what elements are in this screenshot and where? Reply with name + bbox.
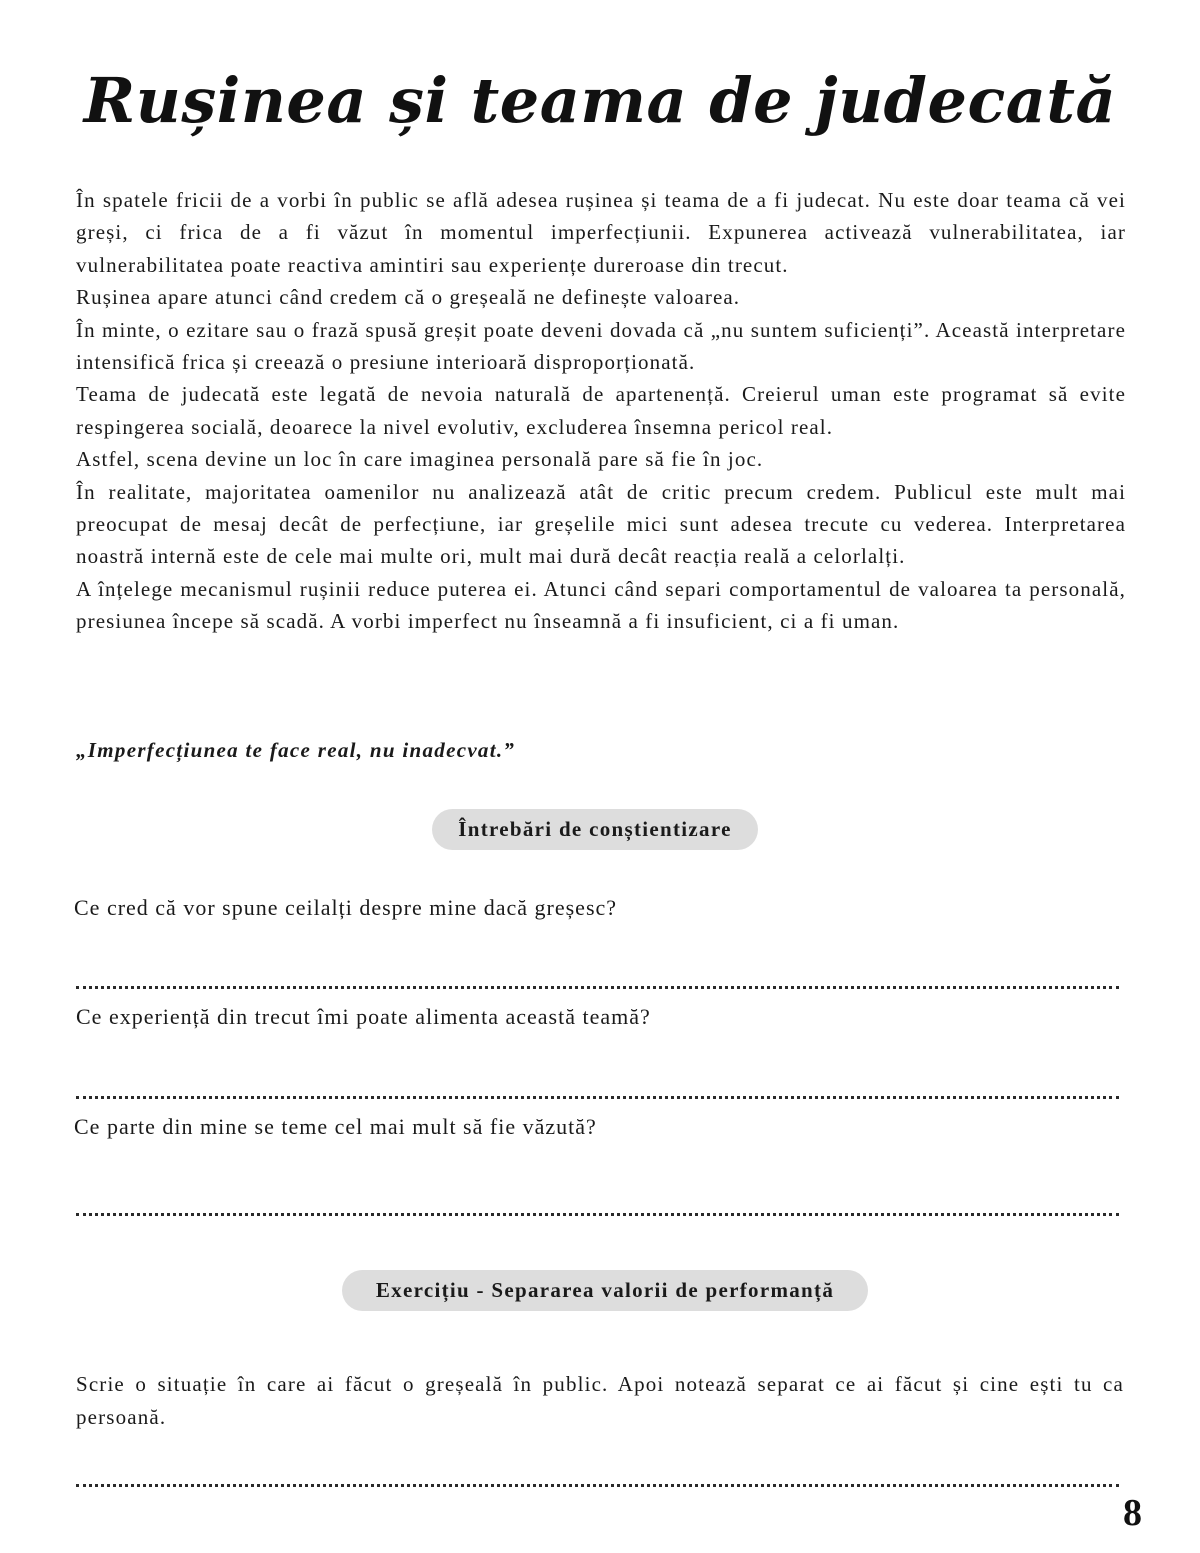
awareness-question-3: Ce parte din mine se teme cel mai mult să fie văzută?	[74, 1114, 597, 1139]
paragraph: Rușinea apare atunci când credem că o greșeală ne definește valoarea.	[76, 285, 741, 310]
awareness-section-heading: Întrebări de conștientizare	[432, 809, 758, 850]
body-text	[76, 184, 1126, 638]
awareness-question-1: Ce cred că vor spune ceilalți despre mine dacă greșesc?	[74, 895, 618, 920]
paragraph: În minte, o ezitare sau o frază spusă greșit poate deveni dovada că „nu suntem suficienți”. Această interpretare intensifică frica și creează o presiune interioară disproporționată.	[76, 317, 1126, 375]
paragraph: Astfel, scena devine un loc în care imaginea personală pare să fie în joc.	[76, 447, 764, 472]
answer-line-3[interactable]	[76, 1213, 1119, 1216]
page-number: 8	[1123, 1492, 1142, 1534]
paragraph: Teama de judecată este legată de nevoia naturală de apartenență. Creierul uman este programat să evite respingerea socială, deoarece la nivel evolutiv, excluderea însemna pericol real.	[76, 382, 1126, 439]
answer-line-2[interactable]	[76, 1096, 1119, 1099]
quote: „Imperfecțiunea te face real, nu inadecvat.”	[76, 738, 516, 762]
answer-line-4[interactable]	[76, 1484, 1119, 1487]
paragraph: În realitate, majoritatea oamenilor nu analizează atât de critic precum credem. Publicul este mult mai preocupat de mesaj decât de perfecțiune, iar greșelile mici sunt adesea trecute cu vederea. Interpretarea noastră internă este de cele mai multe ori, mult mai dură decât reacția reală a celorlalți.	[76, 479, 1126, 569]
exercise-instruction: Scrie o situație în care ai făcut o greșeală în public. Apoi notează separat ce ai făcut și cine ești tu ca persoană.	[76, 1372, 1124, 1429]
awareness-question-2: Ce experiență din trecut îmi poate alimenta această teamă?	[76, 1004, 651, 1029]
paragraph: A înțelege mecanismul rușinii reduce puterea ei. Atunci când separi comportamentul de valoarea ta personală, presiunea începe să scadă. A vorbi imperfect nu înseamnă a fi insuficient, ci a fi uman.	[76, 576, 1126, 634]
page-title: Rușinea și teama de judecată	[83, 64, 1117, 137]
paragraph: În spatele fricii de a vorbi în public se află adesea rușinea și teama de a fi judecat. Nu este doar teama că vei greși, ci frica de a fi văzut în momentul imperfecțiunii. Expunerea activează vulnerabilitatea, iar vulnerabilitatea poate reactiva amintiri sau experiențe dureroase din trecut.	[76, 188, 1126, 277]
answer-line-1[interactable]	[76, 986, 1119, 989]
exercise-section-heading: Exercițiu - Separarea valorii de performanță	[342, 1270, 868, 1311]
